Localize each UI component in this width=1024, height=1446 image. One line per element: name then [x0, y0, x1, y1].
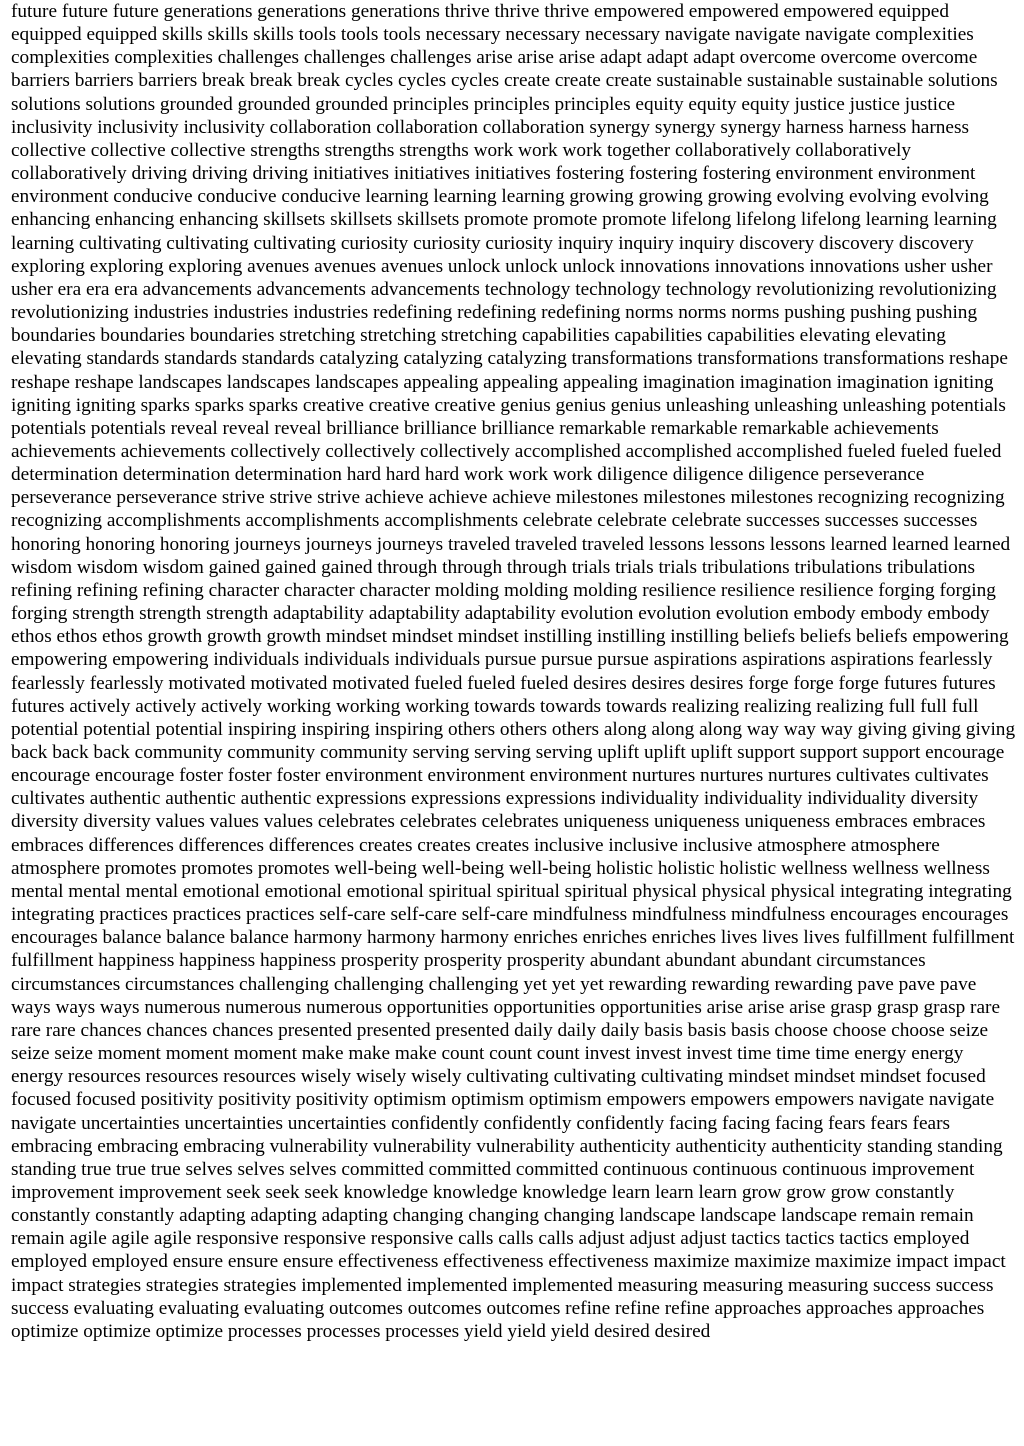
body-text: future future future generations generations generations thrive thrive thrive empowered empowered empowered equipped equipped equipped skills skills skills tools tools tools necessary necessary necessary navigate navigate navigate complexities complexities complexities challenges challenges challenges arise arise arise adapt adapt adapt overcome overcome overcome barriers barriers barriers break break break cycles cycles cycles create create create sustainable sustainable sustainable solutions solutions solutions grounded grounded grounded principles principles principles equity equity equity justice justice justice inclusivity inclusivity inclusivity collaboration collaboration collaboration synergy synergy synergy harness harness harness collective collective collective strengths strengths strengths work work work together collaboratively collaboratively collaboratively driving driving driving initiatives initiatives initiatives fostering fostering fostering environment environment environment conducive conducive conducive learning learning learning growing growing growing evolving evolving evolving enhancing enhancing enhancing skillsets skillsets skillsets promote promote promote lifelong lifelong lifelong learning learning learning cultivating cultivating cultivating curiosity curiosity curiosity inquiry inquiry inquiry discovery discovery discovery exploring exploring exploring avenues avenues avenues unlock unlock unlock innovations innovations innovations usher usher usher era era era advancements advancements advancements technology technology technology revolutionizing revolutionizing revolutionizing industries industries industries redefining redefining redefining norms norms norms pushing pushing pushing boundaries boundaries boundaries stretching stretching stretching capabilities capabilities capabilities elevating elevating elevating standards standards standards catalyzing catalyzing catalyzing transformations transformations transformations reshape reshape reshape landscapes landscapes landscapes appealing appealing appealing imagination imagination imagination igniting igniting igniting sparks sparks sparks creative creative creative genius genius genius unleashing unleashing unleashing potentials potentials potentials reveal reveal reveal brilliance brilliance brilliance remarkable remarkable remarkable achievements achievements achievements collectively collectively collectively accomplished accomplished accomplished fueled fueled fueled determination determination determination hard hard hard work work work diligence diligence diligence perseverance perseverance perseverance strive strive strive achieve achieve achieve milestones milestones milestones recognizing recognizing recognizing accomplishments accomplishments accomplishments celebrate celebrate celebrate successes successes successes honoring honoring honoring journeys journeys journeys traveled traveled traveled lessons lessons lessons learned learned learned wisdom wisdom wisdom gained gained gained through through through trials trials trials tribulations tribulations tribulations refining refining refining character character character molding molding molding resilience resilience resilience forging forging forging strength strength strength adaptability adaptability adaptability evolution evolution evolution embody embody embody ethos ethos ethos growth growth growth mindset mindset mindset instilling instilling instilling beliefs beliefs beliefs empowering empowering empowering individuals individuals individuals pursue pursue pursue aspirations aspirations aspirations fearlessly fearlessly fearlessly motivated motivated motivated fueled fueled fueled desires desires desires forge forge forge futures futures futures actively actively actively working working working towards towards towards realizing realizing realizing full full full potential potential potential inspiring inspiring inspiring others others others along along along way way way giving giving giving back back back community community community serving serving serving uplift uplift uplift support support support encourage encourage encourage foster foster foster environment environment environment nurtures nurtures nurtures cultivates cultivates cultivates authentic authentic authentic expressions expressions expressions individuality individuality individuality diversity diversity diversity values values values celebrates celebrates celebrates uniqueness uniqueness uniqueness embraces embraces embraces differences differences differences creates creates creates inclusive inclusive inclusive atmosphere atmosphere atmosphere promotes promotes promotes well-being well-being well-being holistic holistic holistic wellness wellness wellness mental mental mental emotional emotional emotional spiritual spiritual spiritual physical physical physical integrating integrating integrating practices practices practices self-care self-care self-care mindfulness mindfulness mindfulness encourages encourages encourages balance balance balance harmony harmony harmony enriches enriches enriches lives lives lives fulfillment fulfillment fulfillment happiness happiness happiness prosperity prosperity prosperity abundant abundant abundant circumstances circumstances circumstances challenging challenging challenging yet yet yet rewarding rewarding rewarding pave pave pave ways ways ways numerous numerous numerous opportunities opportunities opportunities arise arise arise grasp grasp grasp rare rare rare chances chances chances presented presented presented daily daily daily basis basis basis choose choose choose seize seize seize moment moment moment make make make count count count invest invest invest time time time energy energy energy resources resources resources wisely wisely wisely cultivating cultivating cultivating mindset mindset mindset focused focused focused positivity positivity positivity optimism optimism optimism empowers empowers empowers navigate navigate navigate uncertainties uncertainties uncertainties confidently confidently confidently facing facing facing fears fears fears embracing embracing embracing vulnerability vulnerability vulnerability authenticity authenticity authenticity standing standing standing true true true selves selves selves committed committed committed continuous continuous continuous improvement improvement improvement seek seek seek knowledge knowledge knowledge learn learn learn grow grow grow constantly constantly constantly adapting adapting adapting changing changing changing landscape landscape landscape remain remain remain agile agile agile responsive responsive responsive calls calls calls adjust adjust adjust tactics tactics tactics employed employed employed ensure ensure ensure effectiveness effectiveness effectiveness maximize maximize maximize impact impact impact strategies strategies strategies implemented implemented implemented measuring measuring measuring success success success evaluating evaluating evaluating outcomes outcomes outcomes refine refine refine approaches approaches approaches optimize optimize optimize processes processes processes yield yield yield desired desired: [11, 1, 1016, 1342]
